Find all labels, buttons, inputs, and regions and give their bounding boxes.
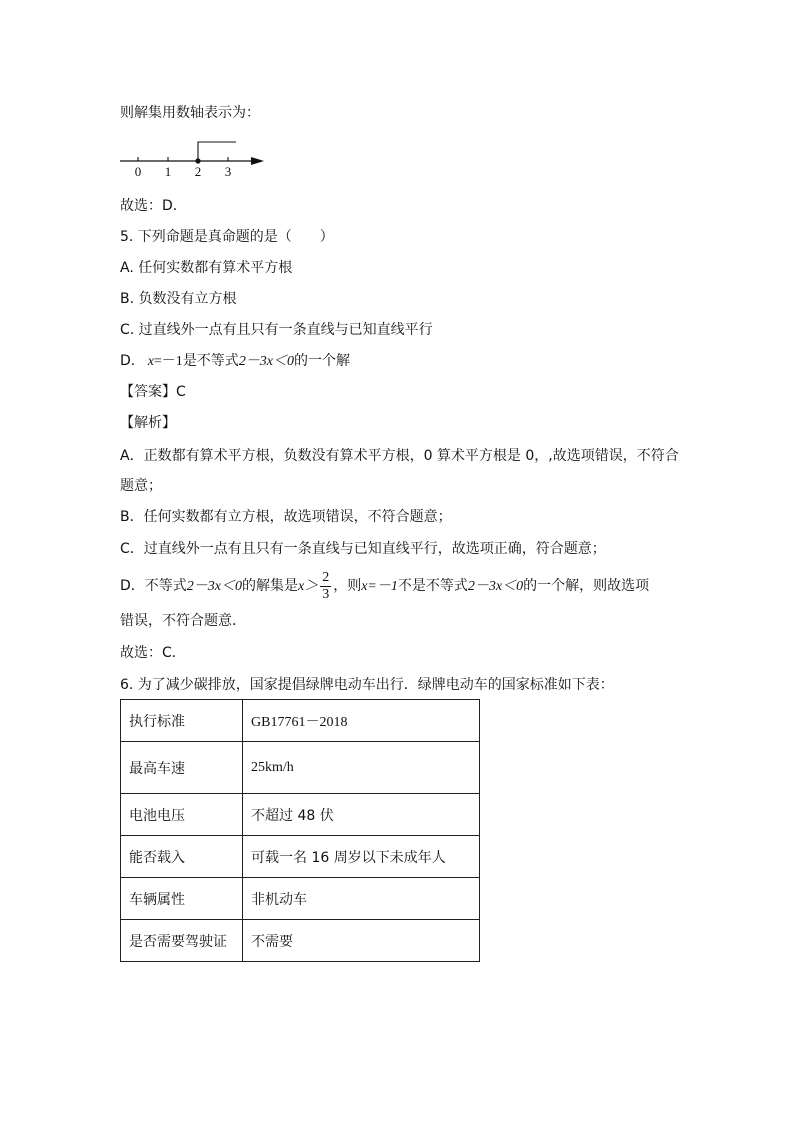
analysis-b: B．任何实数都有立方根，故选项错误，不符合题意； bbox=[120, 509, 452, 525]
table-cell-value: 可载一名 16 周岁以下未成年人 bbox=[243, 836, 480, 878]
option-d-value: =－1 bbox=[153, 354, 183, 369]
q5-answer: 【答案】C bbox=[120, 384, 186, 400]
table-cell-label: 车辆属性 bbox=[121, 878, 243, 920]
table-cell-label: 是否需要驾驶证 bbox=[121, 920, 243, 962]
table-row bbox=[121, 742, 480, 794]
q6-stem: 6. 为了减少碳排放，国家提倡绿牌电动车出行．绿牌电动车的国家标准如下表： bbox=[120, 677, 614, 693]
q5-option-c: C. 过直线外一点有且只有一条直线与已知直线平行 bbox=[120, 322, 433, 338]
fraction-denominator: 3 bbox=[322, 586, 330, 602]
table-cell-label: 执行标准 bbox=[121, 700, 243, 742]
fraction-numerator: 2 bbox=[322, 569, 330, 585]
analysis-d-solution: x＞ bbox=[298, 579, 319, 594]
table-row bbox=[121, 794, 480, 836]
table-row bbox=[121, 700, 480, 742]
number-line bbox=[118, 134, 268, 180]
table-cell-label: 最高车速 bbox=[121, 742, 243, 794]
analysis-c: C．过直线外一点有且只有一条直线与已知直线平行，故选项正确，符合题意； bbox=[120, 541, 606, 557]
analysis-d-line1 bbox=[120, 568, 649, 605]
analysis-d-part1: D．不等式 bbox=[120, 578, 187, 594]
number-line-arrow bbox=[251, 157, 264, 165]
standard-table bbox=[120, 699, 480, 962]
prev-choice: 故选：D． bbox=[120, 198, 187, 214]
table-cell-value: GB17761－2018 bbox=[243, 700, 480, 742]
analysis-label: 【解析】 bbox=[120, 415, 176, 431]
tick-label-2: 2 bbox=[194, 164, 202, 179]
option-d-end: 的一个解 bbox=[294, 353, 351, 369]
analysis-d-line2: 错误，不符合题意． bbox=[120, 613, 246, 629]
q5-stem: 5. 下列命题是真命题的是（ ） bbox=[120, 229, 334, 245]
tick-label-0: 0 bbox=[134, 164, 142, 179]
table-cell-label: 能否载入 bbox=[121, 836, 243, 878]
q5-option-a: A. 任何实数都有算术平方根 bbox=[120, 260, 293, 276]
table-cell-value: 不超过 48 伏 bbox=[243, 794, 480, 836]
analysis-d-part3: ，则 bbox=[333, 578, 362, 594]
option-d-prefix: D. bbox=[120, 353, 136, 369]
fraction bbox=[320, 570, 331, 603]
analysis-d-x: x=－1 bbox=[361, 579, 398, 594]
analysis-a-line2: 题意； bbox=[120, 478, 162, 494]
analysis-d-inequality-2: 2－3x＜0 bbox=[467, 579, 524, 594]
analysis-a-line1: A．正数都有算术平方根，负数没有算术平方根，0 算术平方根是 0，,故选项错误，不符合 bbox=[120, 448, 679, 464]
option-d-variable: x bbox=[147, 354, 154, 369]
solution-ray bbox=[198, 142, 236, 161]
q5-option-d bbox=[120, 351, 350, 372]
analysis-d-part4: 不是不等式 bbox=[397, 578, 468, 594]
table-cell-value: 非机动车 bbox=[243, 878, 480, 920]
q5-option-b: B. 负数没有立方根 bbox=[120, 291, 237, 307]
table-row bbox=[121, 836, 480, 878]
table-row bbox=[121, 878, 480, 920]
q5-choice: 故选：C． bbox=[120, 645, 186, 661]
analysis-d-inequality-1: 2－3x＜0 bbox=[186, 579, 242, 594]
table-row bbox=[121, 920, 480, 962]
tick-label-1: 1 bbox=[164, 164, 172, 179]
tick-label-3: 3 bbox=[224, 164, 232, 179]
option-d-mid: 是不等式 bbox=[182, 353, 239, 369]
table-cell-value: 25km/h bbox=[243, 742, 480, 794]
table-cell-label: 电池电压 bbox=[121, 794, 243, 836]
intro-text: 则解集用数轴表示为： bbox=[120, 105, 260, 121]
table-cell-value: 不需要 bbox=[243, 920, 480, 962]
analysis-d-part5: 的一个解，则故选项 bbox=[523, 578, 650, 594]
analysis-d-part2: 的解集是 bbox=[242, 578, 298, 594]
option-d-inequality: 2－3x＜0 bbox=[238, 354, 295, 369]
